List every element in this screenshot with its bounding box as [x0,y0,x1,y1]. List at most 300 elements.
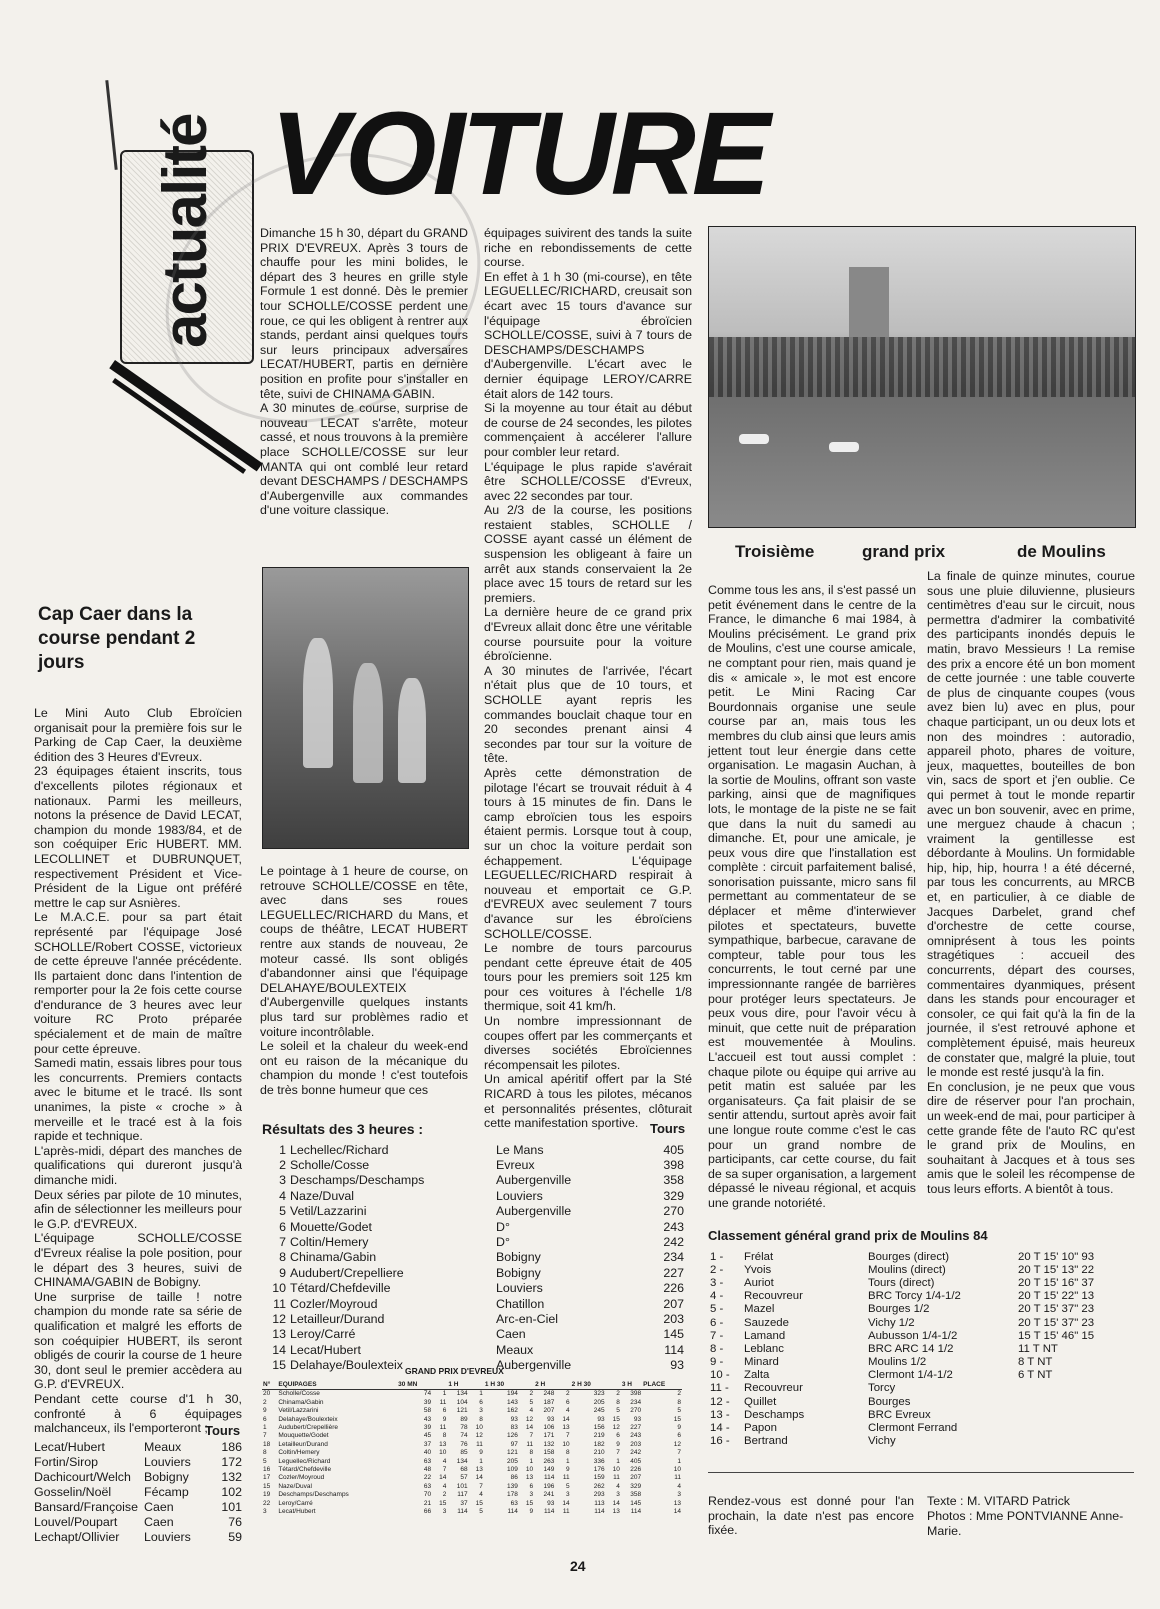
table-cell: 293 [593,1491,605,1499]
table-row [262,1424,682,1432]
club-cell: Moulins (direct) [868,1263,946,1276]
table-cell: 97 [510,1440,518,1448]
table-cell: 11 [562,1508,570,1516]
team-cell: Naze/Duval [290,1188,355,1203]
paragraph: L'équipage SCHOLLE/COSSE d'Evreux réalise la pole position, pour le départ des 3 heures, suivi de CHINAMA/GABIN de Bobigny. [34,1231,242,1290]
position-cell: 10 [272,1281,286,1296]
table-cell: 63 [423,1482,432,1490]
table-cell: 10 [612,1466,620,1474]
paragraph: Le nombre de tours parcourus pendant cette épreuve était de 405 tours pour les premiers soit 125 km pour ces voitures à l'échelle 1/8 thermique, soit 41 km/h. [484,941,692,1014]
table-cell: 11 [476,1440,483,1448]
table-cell: 8 [616,1398,620,1406]
paragraph: Dimanche 15 h 30, départ du GRAND PRIX D'EVREUX. Après 3 tours de chauffe pour les mini bolides, le départ des 3 heures en grille style Formule 1 est donné. Dès le premier tour SCHOLLE/COSSE perdent une roue, ce qui les obligent à rentrer aux stands, perdant ainsi quelques tours sur leurs principaux adversaires LECAT/HUBERT, partis en dernière position en profite pour s'installer en tête, suivi de CHINAMA GABIN. [260,226,468,401]
table-cell: 5 [566,1482,570,1490]
team-cell: Gosselin/Noël [34,1484,112,1499]
trophies-photo [262,567,469,849]
team-cell: Audubert/Crepelliere [290,1265,404,1280]
table-cell: 14 [673,1508,681,1516]
table-cell: 11 [439,1424,447,1432]
table-cell: 263 [543,1457,555,1465]
laps-cell: 398 [663,1158,684,1173]
driver-cell: Papon [744,1422,777,1435]
table-row [34,1469,242,1484]
club-cell: BRC ARC 14 1/2 [868,1342,954,1355]
time-cell: 20 T 15' 37" 23 [1018,1303,1095,1316]
table-cell: 405 [630,1457,642,1465]
city-cell: Chatillon [496,1296,545,1311]
table-cell: 11 [674,1474,681,1482]
table-cell: 4 [479,1491,483,1499]
table-row [710,1369,1134,1382]
table-cell: 18 [263,1440,271,1448]
driver-cell: Mazel [744,1303,775,1316]
paragraph: Deux séries par pilote de 10 minutes, afin de sélectionner les meilleurs pour le G.P. d'EVREUX. [34,1187,242,1231]
table-cell: 203 [630,1440,642,1448]
team-cell: Coltin/Hemery [290,1235,369,1250]
table-cell: 205 [593,1398,605,1406]
table-row [710,1263,1134,1276]
position-cell: 8 [279,1250,286,1265]
antenna-icon [105,80,117,170]
table-cell: 37 [423,1440,432,1448]
table-cell: 45 [423,1432,432,1440]
table-cell: 63 [510,1499,518,1507]
trophy-icon [303,638,333,768]
time-cell: 20 T 15' 10" 93 [1018,1250,1095,1263]
table-row [266,1188,684,1203]
time-cell: 20 T 15' 22" 13 [1018,1290,1095,1303]
position-cell: 5 [279,1204,286,1219]
table-cell: 4 [442,1482,447,1490]
paragraph: Le pointage à 1 heure de course, on retrouve SCHOLLE/COSSE en tête, avec dans ses roues LEGUELLEC/RICHARD du Mans, et coups de théâtre, LECAT HUBERT rentre aux stands de nouveau, 2e moteur cassé. Ils sont obligés d'abandonner ainsi que l'équipage DELAHAYE/BOULEXTEIX d'Aubergenville quelques instants plus tard sur problèmes radio et voiture incontrôlable. [260,864,468,1039]
table-row [266,1265,684,1280]
table-cell: 7 [442,1466,447,1474]
team-cell: Mouette/Godet [290,1219,372,1234]
table-cell: 5 [479,1508,483,1516]
table-cell: 14 [562,1499,570,1507]
column-header [432,1381,447,1390]
city-cell: Aubergenville [496,1204,572,1219]
position-cell: 6 [279,1219,286,1234]
table-row [262,1407,682,1415]
driver-cell: Deschamps [744,1408,805,1421]
table-cell: 358 [630,1491,642,1499]
table-cell: 15 [439,1499,447,1507]
table-cell: 241 [543,1491,555,1499]
table-cell: 5 [616,1407,620,1415]
column-header: PLACE [642,1381,682,1390]
table-cell: 6 [442,1407,447,1415]
table-cell: 132 [543,1440,555,1448]
time-cell: 6 T NT [1018,1369,1053,1382]
table-row [710,1276,1134,1289]
city-cell: Evreux [496,1158,535,1173]
table-cell: 149 [543,1466,555,1474]
position-cell: 6 - [710,1316,724,1329]
city-cell: Louviers [496,1188,543,1203]
laps-cell: 243 [663,1219,684,1234]
table-row [710,1356,1134,1369]
table-cell: 10 [525,1466,534,1474]
gp-evreux-article-continued [484,226,692,1131]
table-cell: 22 [423,1474,432,1482]
city-cell: Fécamp [144,1484,189,1499]
table-cell: 7 [479,1482,483,1490]
table-cell: Naze/Duval [278,1482,312,1490]
position-cell: 12 [272,1311,286,1326]
table-row [34,1499,242,1514]
trophy-icon [353,663,383,783]
table-cell: 329 [630,1482,642,1490]
table-cell: 11 [562,1474,570,1482]
table-cell: 68 [460,1466,468,1474]
table-cell: 89 [460,1415,468,1423]
table-cell: 2 [566,1390,570,1398]
position-cell: 1 - [710,1250,724,1263]
club-cell: Torcy [868,1382,896,1395]
table-cell: 196 [543,1482,555,1490]
table-cell: 76 [460,1440,468,1448]
driver-cell: Sauzede [744,1316,789,1329]
results-title: Résultats des 3 heures : [262,1121,424,1137]
driver-cell: Zalta [744,1369,770,1382]
table-row [262,1416,682,1424]
table-cell: 8 [479,1415,483,1423]
table-cell: 93 [547,1415,555,1423]
team-cell: Delahaye/Boulexteix [290,1358,403,1373]
driver-cell: Recouvreur [744,1382,803,1395]
paragraph: Au 2/3 de la course, les positions restaient stables, SCHOLLE / COSSE ayant cassé un élément de suspension les obligeant à faire un arrêt aux stands conservaient la 2e place avec 15 tours de retard sur les premiers. [484,503,692,605]
table-cell: 121 [507,1449,518,1457]
table-cell: 6 [566,1398,570,1406]
team-cell: Tétard/Chefdeville [290,1281,391,1296]
position-cell: 14 - [710,1422,730,1435]
position-cell: 10 - [710,1369,730,1382]
laps-cell: 242 [663,1235,684,1250]
team-cell: Lechapt/Ollivier [34,1529,120,1544]
paragraph: équipages suivirent des tands la suite riche en rebondissements de cette course. [484,226,692,270]
column-header: 1 H [447,1381,468,1390]
paragraph: Après cette démonstration de pilotage l'écart se trouvait réduit à 4 tours à 15 minutes de fin. Dans le camp ebroïcien tous les espoirs étaient permis. Lorsque tout à coup, sur un choc la voiture perdait son échappement. L'équipage LEGUELLEC/RICHARD respirait à nouveau et emportait ce G.P. d'EVREUX avec seulement 7 tours d'avance sur les ébroïciens SCHOLLE/COSSE. [484,765,692,941]
table-cell: 16 [263,1466,271,1474]
table-cell: 1 [479,1390,483,1398]
cap-caer-heading: Cap Caer dans la course pendant 2 jours [38,604,196,673]
table-cell: 93 [510,1415,518,1423]
table-cell: 8 [442,1432,447,1440]
club-cell: Bourges 1/2 [868,1303,930,1316]
laps-cell: 405 [663,1142,684,1157]
position-cell: 9 - [710,1356,724,1369]
club-cell: BRC Torcy 1/4-1/2 [868,1290,961,1303]
table-row [262,1508,682,1516]
table-cell: 10 [562,1440,570,1448]
team-cell: Vetil/Lazzarini [290,1204,367,1219]
page-title: VOITURE [270,88,767,220]
table-cell: 13 [562,1424,570,1432]
paragraph: Le M.A.C.E. pour sa part était représenté par l'équipage José SCHOLLE/Robert COSSE, victorieux de cette épreuve l'année précédente. Ils partaient donc dans l'intention de remporter pour la 2e fois cette course d'endurance de 3 heures avec leur voiture RC Proto préparée spécialement et de main de maître pour cette épreuve. [34,910,242,1056]
table-cell: 4 [677,1482,681,1490]
table-row [710,1382,1134,1395]
table-cell: 227 [630,1424,642,1432]
table-row [266,1327,684,1342]
table-cell: 6 [479,1398,483,1406]
paragraph: Le soleil et la chaleur du week-end ont eu raison de la mécanique du champion du monde ! c'est toutefois de très bonne humeur que ces [260,1039,468,1097]
position-cell: 3 [279,1173,286,1188]
table-cell: 4 [566,1407,570,1415]
table-row [266,1219,684,1234]
table-cell: 9 [529,1508,534,1516]
club-cell: BRC Evreux [868,1408,931,1421]
table-cell: 63 [423,1457,432,1465]
table-cell: Tétard/Chefdeville [278,1466,332,1474]
table-cell: Vetil/Lazzarini [278,1407,319,1415]
short-race-table [34,1439,242,1544]
table-row [266,1281,684,1296]
team-cell: Lecat/Hubert [290,1342,361,1357]
table-cell: 13 [673,1499,681,1507]
table-cell: 10 [673,1466,681,1474]
divider [708,1472,1134,1473]
table-cell: 245 [593,1407,605,1415]
table-cell: 139 [507,1482,518,1490]
table-cell: 14 [439,1474,447,1482]
table-cell: Cozler/Moyroud [278,1474,325,1482]
team-cell: Deschamps/Deschamps [290,1173,425,1188]
table-cell: 14 [525,1424,534,1432]
moulins-article-b [927,569,1135,1197]
table-cell: 248 [543,1390,555,1398]
table-cell: 10 [475,1424,483,1432]
laps-cell: 270 [663,1204,684,1219]
gp-table-title: GRAND PRIX D'EVREUX [405,1366,504,1376]
classement-title: Classement général grand prix de Moulins 84 [708,1228,988,1243]
position-cell: 9 [279,1265,286,1280]
driver-cell: Minard [744,1356,779,1369]
table-row [710,1421,1134,1434]
table-cell: 210 [593,1449,605,1457]
table-cell: 3 [616,1491,620,1499]
position-cell: 11 [273,1296,286,1311]
team-cell: Dachicourt/Welch [34,1469,131,1484]
city-cell: Caen [144,1499,174,1514]
laps-cell: 132 [221,1469,242,1484]
table-row [710,1303,1134,1316]
table-cell: 39 [423,1398,432,1406]
column-header: 2 H 30 [571,1381,606,1390]
table-cell: 1 [616,1457,620,1465]
driver-cell: Quillet [744,1395,777,1408]
position-cell: 4 - [710,1290,724,1303]
table-cell: 11 [526,1440,534,1448]
table-cell: 207 [630,1474,642,1482]
column-header [519,1381,534,1390]
table-cell: 2 [442,1491,447,1499]
club-cell: Moulins 1/2 [868,1356,927,1369]
table-cell: 162 [507,1407,518,1415]
table-cell: 15 [263,1482,271,1490]
position-cell: 2 - [710,1263,724,1276]
table-row [266,1250,684,1265]
table-cell: 226 [630,1466,642,1474]
table-cell: 242 [630,1449,642,1457]
laps-cell: 226 [663,1281,684,1296]
table-cell: 15 [475,1499,483,1507]
driver-cell: Recouvreur [744,1290,803,1303]
laps-cell: 101 [221,1499,242,1514]
table-row [710,1408,1134,1421]
table-cell: 398 [630,1390,642,1398]
table-row [262,1483,682,1491]
position-cell: 7 - [710,1329,724,1342]
table-cell: 78 [460,1424,468,1432]
table-cell: 243 [630,1432,642,1440]
table-cell: 270 [630,1407,642,1415]
table-cell: 3 [479,1407,483,1415]
table-cell: 1 [677,1457,681,1465]
table-cell: 17 [263,1474,271,1482]
position-cell: 7 [279,1235,286,1250]
table-cell: 114 [544,1508,555,1516]
city-cell: Le Mans [496,1142,544,1157]
laps-cell: 59 [228,1529,242,1544]
city-cell: Bobigny [496,1265,541,1280]
city-cell: D° [496,1235,510,1250]
driver-cell: Frélat [744,1250,774,1263]
classement-table [710,1250,1134,1448]
table-cell: 176 [593,1466,605,1474]
city-cell: Caen [144,1514,174,1529]
city-cell: Aubergenville [496,1358,572,1373]
table-cell: 12 [673,1440,681,1448]
team-cell: Lechellec/Richard [290,1142,389,1157]
table-cell: Coltin/Hemery [278,1449,320,1457]
laps-cell: 358 [663,1173,684,1188]
team-cell: Louvel/Poupart [34,1514,118,1529]
paragraph: Une surprise de taille ! notre champion du monde rate sa série de qualification et malgré les efforts de son coéquipier HUBERT, ils seront obligés de courir la course de 1 heure 30, dont seul le premier accèdera au G.P. d'EVREUX. [34,1289,242,1392]
table-cell: 126 [507,1432,518,1440]
table-cell: 2 [529,1390,534,1398]
table-cell: 57 [460,1474,468,1482]
table-cell: 93 [597,1415,605,1423]
table-row [266,1342,684,1357]
table-cell: 8 [566,1449,570,1457]
table-row [34,1529,242,1544]
team-cell: Chinama/Gabin [290,1250,377,1265]
table-cell: 66 [423,1508,432,1516]
time-cell [1018,1421,1134,1434]
table-cell: 2 [263,1398,267,1406]
club-cell: Bourges [868,1395,911,1408]
footer-note: Rendez-vous est donné pour l'an prochain, la date n'est pas encore fixée. [708,1494,914,1538]
laps-cell: 329 [663,1188,684,1203]
table-row [262,1449,682,1457]
driver-cell: Bertrand [744,1435,788,1448]
table-row [262,1491,682,1499]
table-cell: 74 [460,1432,468,1440]
table-cell: Letailleur/Durand [278,1440,328,1448]
table-cell: 14 [475,1474,483,1482]
table-cell: 106 [543,1424,555,1432]
column-header: 2 H [534,1381,555,1390]
laps-cell: 234 [663,1250,684,1265]
laps-cell: 207 [663,1296,684,1311]
table-cell: 12 [525,1415,534,1423]
credits-text: Texte : M. VITARD Patrick [927,1494,1070,1508]
table-cell: 14 [612,1499,620,1507]
paragraph: L'équipage le plus rapide s'avérait être SCHOLLE/COSSE d'Evreux, avec 22 secondes par tour. [484,459,692,503]
table-row [34,1454,242,1469]
table-cell: 13 [525,1474,534,1482]
paragraph: A 30 minutes de l'arrivée, l'écart n'était plus que de 10 tours, et SCHOLLE ayant repris les commandes bouclait chaque tour en 20 secondes prenant ainsi 4 secondes par tour sur la voiture de tête. [484,663,692,766]
table-cell: 207 [543,1407,555,1415]
laps-cell: 76 [228,1514,242,1529]
table-cell: 117 [457,1491,468,1499]
column-header [606,1381,621,1390]
club-cell: Tours (direct) [868,1276,935,1289]
table-row [266,1296,684,1311]
city-cell: Meaux [144,1439,182,1454]
table-cell: 171 [543,1432,555,1440]
table-cell: 114 [457,1508,468,1516]
table-row [710,1342,1134,1355]
table-row [262,1474,682,1482]
city-cell: Arc-en-Ciel [496,1311,558,1326]
club-cell: Bourges (direct) [868,1250,950,1263]
table-cell: 93 [547,1499,555,1507]
table-cell: 234 [630,1398,642,1406]
table-row [266,1142,684,1157]
table-cell: 3 [677,1491,681,1499]
table-row [266,1311,684,1326]
table-cell: Lecat/Hubert [278,1508,316,1516]
results-table [266,1142,684,1373]
gp-evreux-article-bottom [260,864,468,1098]
table-row [262,1500,682,1508]
table-cell: 40 [423,1449,432,1457]
column-header: N° [262,1381,277,1390]
table-cell: 8 [263,1449,267,1457]
laps-cell: 102 [221,1484,242,1499]
table-cell: 21 [423,1499,432,1507]
table-cell: 336 [593,1457,605,1465]
table-cell: Leguellec/Richard [278,1457,331,1465]
city-cell: Louviers [144,1529,191,1544]
driver-cell: Auriot [744,1276,774,1289]
table-cell: 3 [263,1508,267,1516]
table-cell: 113 [594,1499,605,1507]
table-cell: 1 [566,1457,570,1465]
table-cell: 43 [423,1415,432,1423]
table-row [262,1458,682,1466]
section-label: actualité [151,114,220,348]
table-cell: 6 [529,1482,534,1490]
table-cell: 14 [562,1415,570,1423]
paragraph: Si la moyenne au tour était au début de course de 24 secondes, les pilotes commençaient à accélerer l'allure pour combler leur retard. [484,401,692,459]
table-cell: 3 [566,1491,570,1499]
table-cell: 262 [593,1482,605,1490]
table-cell: 9 [677,1424,681,1432]
paragraph: Comme tous les ans, il s'est passé un petit événement dans le centre de la France, le dimanche 6 mai 1984, à Moulins précisément. Le grand prix de Moulins, c'est une course amicale, ne comptant pour rien, mais quand je dis « amicale », le mot est encore petit. Le Mini Racing Car Bourdonnais organise une seule course par an, mais tous les membres du club ainsi que leurs amis jettent tout leur énergie dans cette organisation. Le magasin Auchan, à la sortie de Moulins, offrant son vaste parking, ainsi que de magnifiques lots, le montage de la piste ne se fait que dans la nuit du samedi au dimanche. Et, pour une amicale, je peux vous dire que l'installation est complète : circuit parfaitement balisé, sonorisation puissante, micro sans fil permettant au commentateur de se déplacer et même d'interwiever pilotes et spectateurs, buvette sympathique, barbecue, caravane de compteur, table pour tous les concurrents, le tout cerné par une impressionnante rangée de barrières pour protéger leurs spectateurs. Je peux vous dire, pour l'avoir vécu à minuit, que cette nuit de préparation est mouvementée à Moulins. L'accueil est tout aussi complet : chaque pilote ou équipe qui arrive au petit matin est saluée par les organisateurs. Ça fait plaisir de se sentir attendu, surtout après avoir fait une longue route comme c'est le cas pour un grand nombre de participants, car cette course, du fait de sa super organisation, a largement dépassé le niveau régional, et acquis une grande notoriété. [708,583,917,1210]
credits-photo: Photos : Mme PONTVIANNE Anne-Marie. [927,1509,1124,1538]
table-cell: 6 [616,1432,620,1440]
table-cell: 83 [510,1424,518,1432]
table-cell: 9 [479,1449,483,1457]
laps-cell: 145 [663,1327,684,1342]
table-cell: 187 [543,1398,555,1406]
table-cell: 1 [479,1457,483,1465]
table-cell: 109 [507,1466,518,1474]
table-cell: 1 [529,1457,534,1465]
